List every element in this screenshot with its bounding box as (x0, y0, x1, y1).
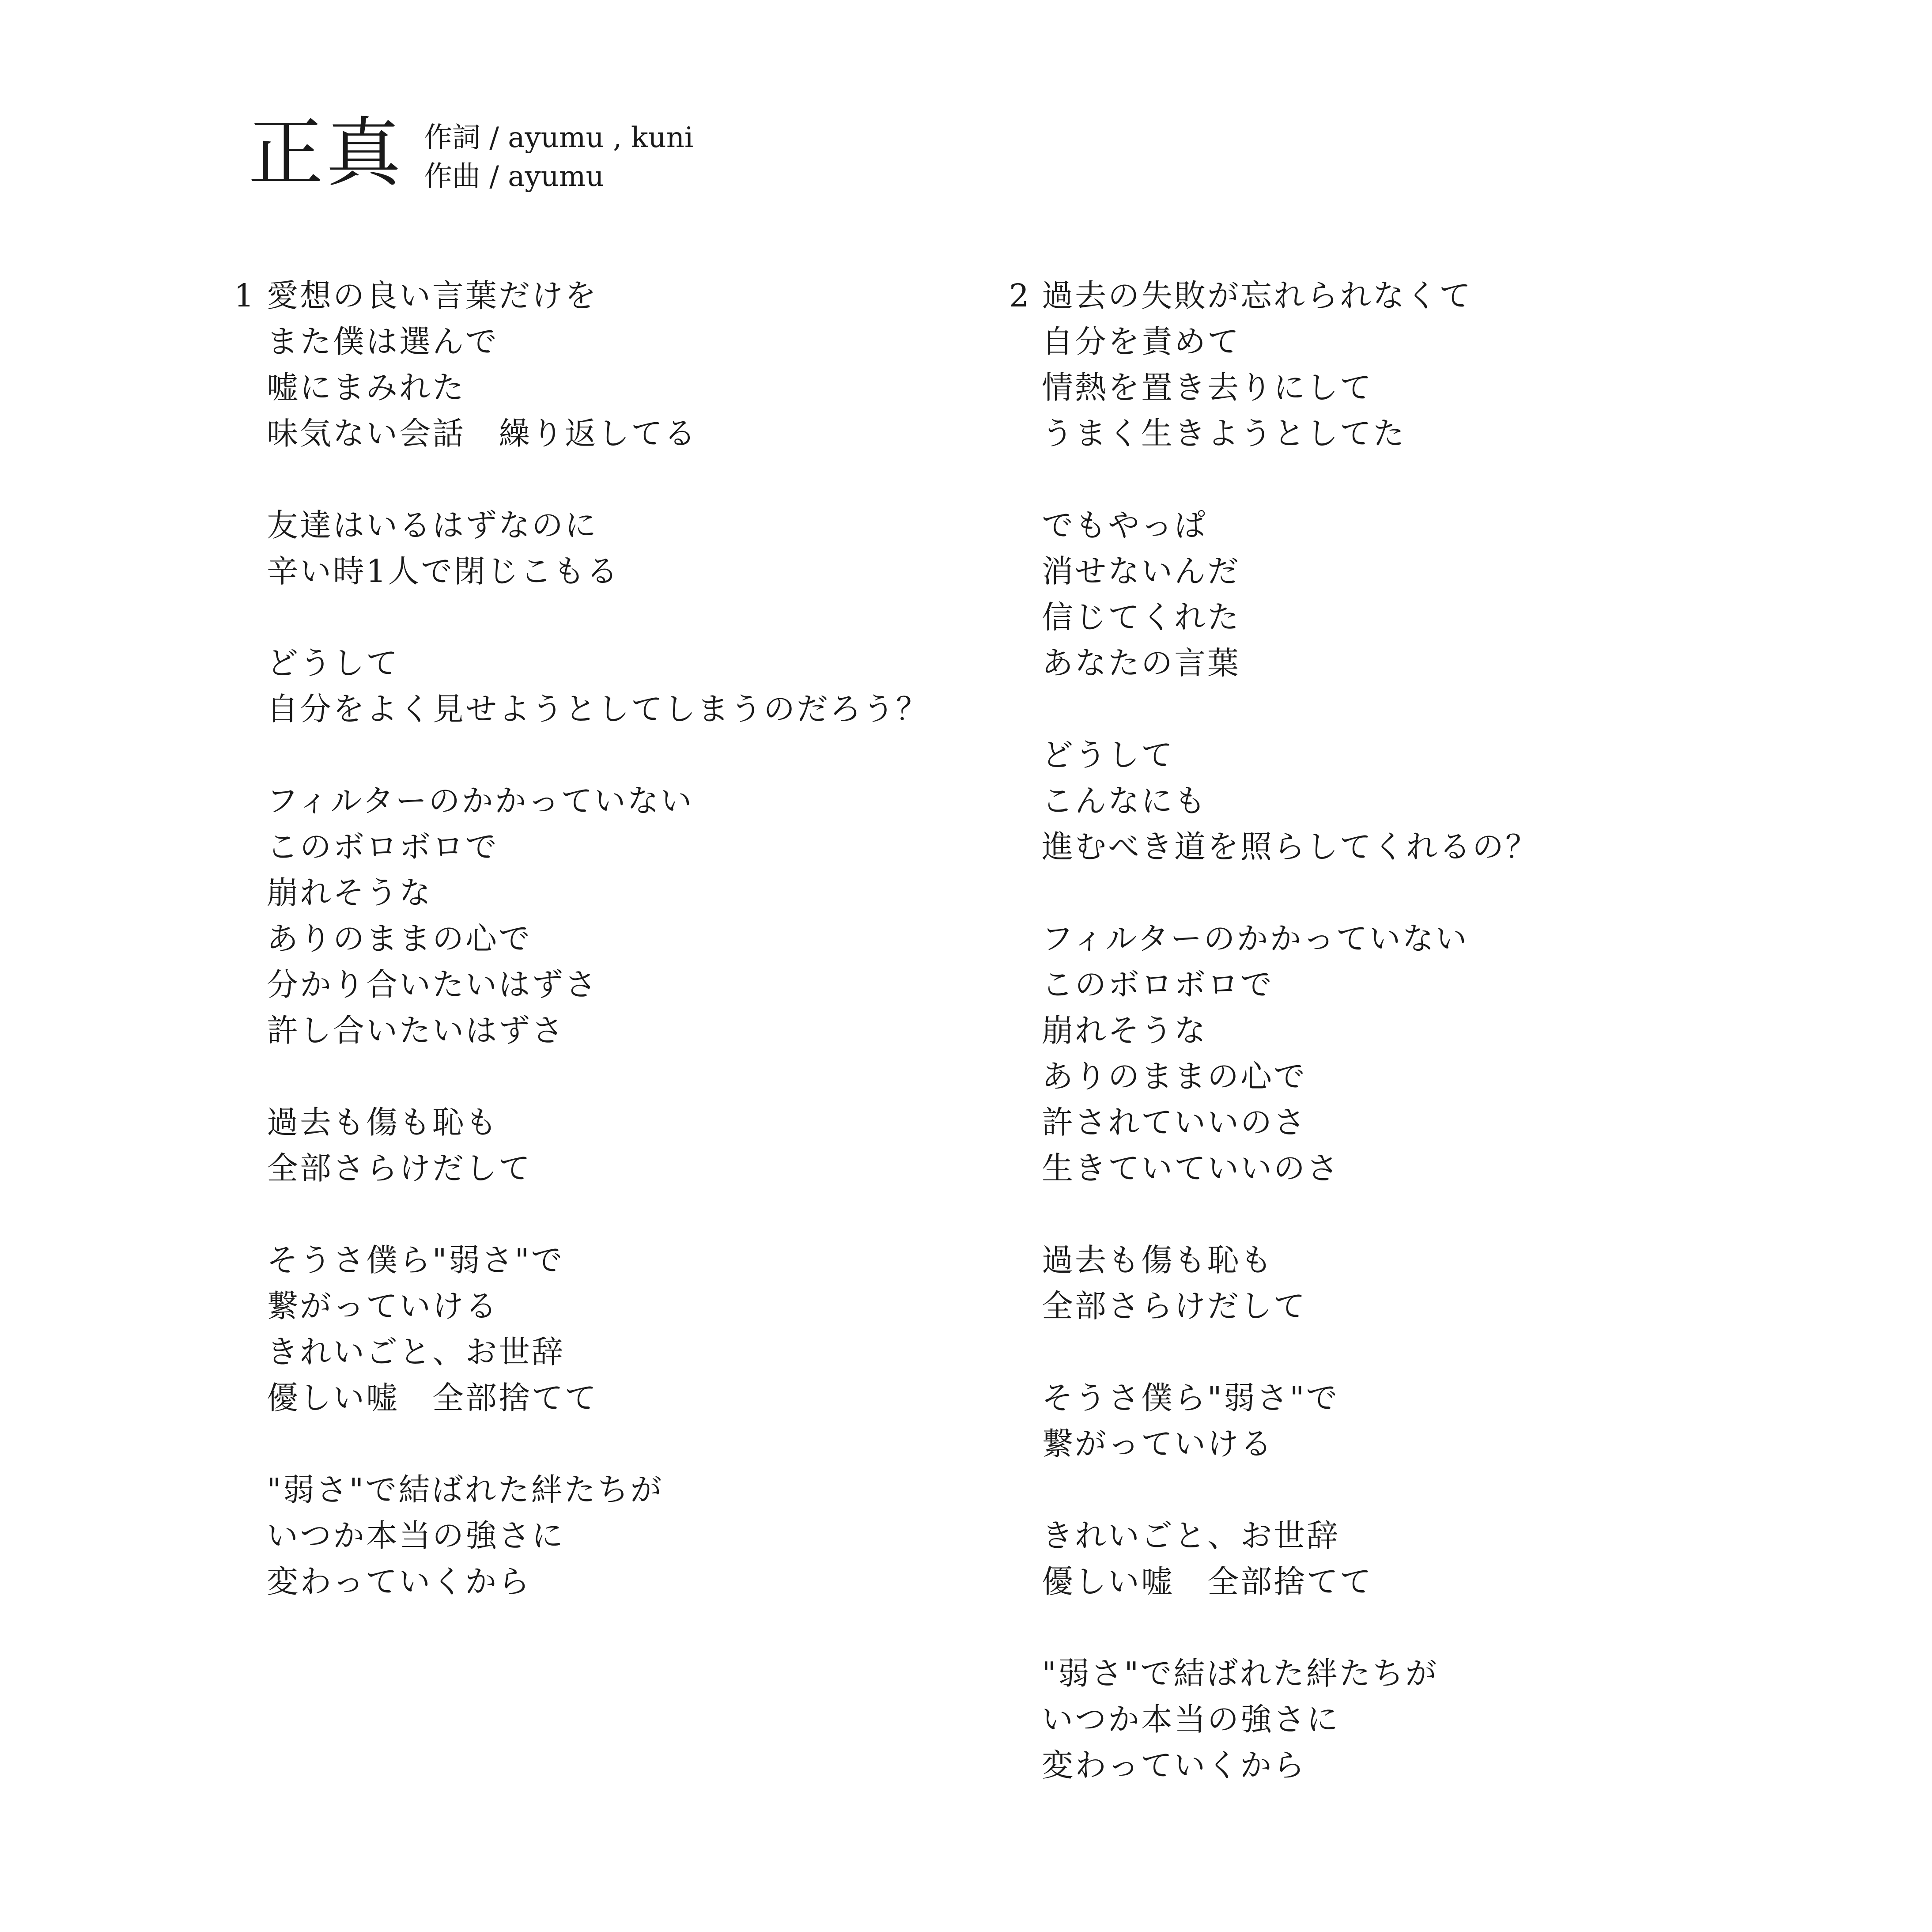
lyric-line: 消せないんだ (1042, 553, 1241, 590)
lyric-line: 辛い時1人で閉じこもる (267, 553, 620, 590)
lyric-line: 変わっていくから (1042, 1747, 1307, 1784)
lyric-line: 自分をよく見せようとしてしまうのだろう？ (267, 691, 930, 727)
composer-credit: 作曲 / ayumu (424, 160, 604, 193)
lyric-line: いつか本当の強さに (1042, 1701, 1340, 1738)
lyric-line: 進むべき道を照らしてくれるの？ (1042, 828, 1539, 865)
lyric-line: 味気ない会話 繰り返してる (267, 415, 698, 452)
lyric-line: ありのままの心で (1042, 1058, 1307, 1095)
lyric-line: フィルターのかかっていない (267, 783, 694, 819)
lyric-line: 情熱を置き去りにして (1042, 369, 1373, 406)
lyric-line: きれいごと、お世辞 (1042, 1517, 1340, 1554)
lyric-line: 変わっていくから (267, 1563, 532, 1600)
lyric-line: 過去も傷も恥も (1042, 1242, 1274, 1278)
lyric-line: 繋がっていける (1042, 1425, 1274, 1462)
lyric-line: 生きていていいのさ (1042, 1150, 1340, 1187)
lyric-line: 許されていいのさ (1042, 1104, 1307, 1141)
lyric-line (1042, 1467, 1539, 1513)
lyric-line: こんなにも (1042, 783, 1208, 819)
lyric-line (267, 1421, 929, 1467)
lyric-line (267, 1191, 929, 1237)
lyric-line: 嘘にまみれた (267, 369, 466, 406)
lyric-line: あなたの言葉 (1042, 645, 1241, 681)
lyric-line: でもやっぱ (1042, 507, 1208, 544)
lyric-line (1042, 457, 1539, 503)
lyric-line: 友達はいるはずなのに (267, 507, 598, 544)
lyric-line: そうさ僕ら"弱さ"で (267, 1242, 564, 1278)
lyric-line: うまく生きようとしてた (1042, 415, 1406, 452)
lyric-line: ありのままの心で (267, 920, 532, 957)
credits (424, 118, 693, 196)
verse-2 (1009, 273, 1539, 1788)
lyric-line: 過去の失敗が忘れられなくて (1042, 277, 1473, 314)
verse-number: 1 (234, 277, 254, 314)
lyricist-credit: 作詞 / ayumu , kuni (424, 121, 694, 154)
lyric-line: 信じてくれた (1042, 599, 1241, 635)
lyric-line (1042, 1605, 1539, 1651)
lyric-line: 愛想の良い言葉だけを (267, 277, 598, 314)
lyric-line (267, 594, 929, 640)
lyric-line: このボロボロで (267, 828, 499, 865)
lyric-line: このボロボロで (1042, 966, 1274, 1003)
lyric-line (267, 457, 929, 503)
lyric-line: そうさ僕ら"弱さ"で (1042, 1380, 1339, 1416)
lyric-line: 優しい嘘 全部捨てて (267, 1380, 598, 1416)
lyric-line: いつか本当の強さに (267, 1517, 565, 1554)
lyric-line: "弱さ"で結ばれた絆たちが (1042, 1655, 1439, 1692)
lyric-line: どうして (1042, 737, 1175, 773)
song-title: 正真 (248, 110, 404, 197)
lyric-line: 自分を責めて (1042, 323, 1241, 360)
lyric-line: 全部さらけだして (1042, 1288, 1307, 1324)
lyric-line: 全部さらけだして (267, 1150, 532, 1187)
lyric-line (267, 1054, 929, 1100)
lyric-line: きれいごと、お世辞 (267, 1334, 565, 1370)
lyric-line: どうして (267, 645, 400, 681)
lyric-line: 分かり合いたいはずさ (267, 966, 598, 1003)
lyric-line: また僕は選んで (267, 323, 499, 360)
lyric-line (1042, 1329, 1539, 1375)
lyric-line: 優しい嘘 全部捨てて (1042, 1563, 1373, 1600)
lyric-line: 許し合いたいはずさ (267, 1012, 565, 1049)
lyric-line: フィルターのかかっていない (1042, 920, 1469, 957)
lyric-line: 崩れそうな (1042, 1012, 1208, 1049)
lyric-line: 繋がっていける (267, 1288, 499, 1324)
lyric-line (1042, 870, 1539, 916)
verse-number: 2 (1009, 277, 1029, 314)
lyric-line (1042, 686, 1539, 732)
lyric-line (1042, 1191, 1539, 1237)
lyric-line: "弱さ"で結ばれた絆たちが (267, 1471, 664, 1508)
lyric-line: 過去も傷も恥も (267, 1104, 499, 1141)
verse-lines (1042, 273, 1539, 1788)
lyric-line (267, 732, 929, 778)
lyric-line: 崩れそうな (267, 874, 433, 911)
verse-lines (267, 273, 929, 1605)
verse-1 (234, 273, 929, 1605)
